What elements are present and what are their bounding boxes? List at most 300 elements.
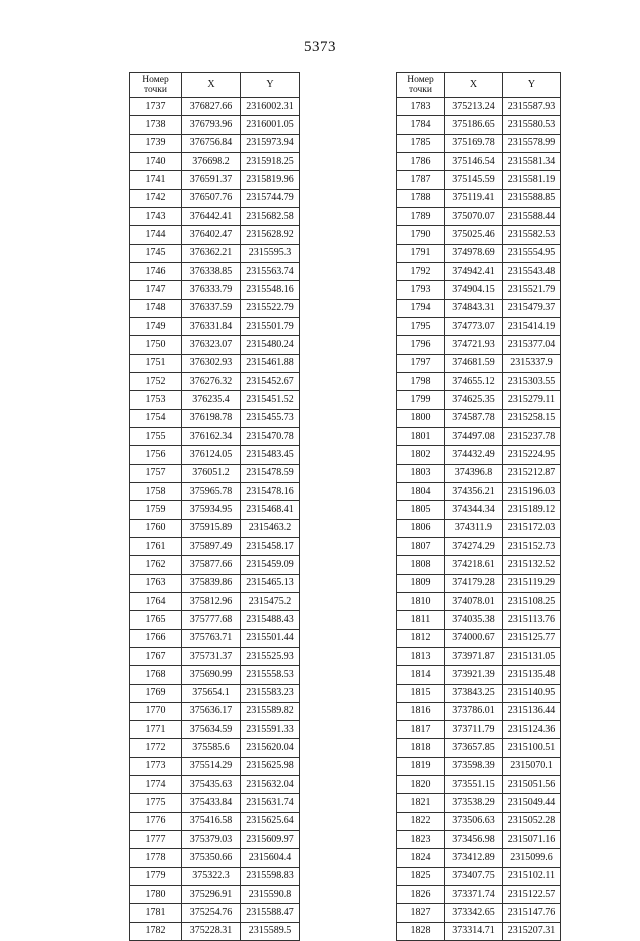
y-coordinate-cell: 2315628.92 [241, 226, 300, 244]
x-coordinate-cell: 373971.87 [445, 647, 503, 665]
x-coordinate-cell: 374655.12 [445, 372, 503, 390]
y-coordinate-cell: 2315102.11 [503, 867, 561, 885]
x-coordinate-cell: 375877.66 [182, 556, 241, 574]
header-point-number-line1: Номер [407, 75, 434, 85]
x-coordinate-cell: 376698.2 [182, 152, 241, 170]
table-row [130, 574, 300, 592]
point-number-cell: 1822 [397, 812, 445, 830]
point-number-cell: 1751 [130, 354, 182, 372]
table-row [397, 574, 561, 592]
table-row [130, 886, 300, 904]
point-number-cell: 1800 [397, 409, 445, 427]
x-coordinate-cell: 374356.21 [445, 482, 503, 500]
table-row [397, 886, 561, 904]
table-row [130, 849, 300, 867]
header-y: Y [241, 73, 300, 98]
y-coordinate-cell: 2315119.29 [503, 574, 561, 592]
header-point-number-line2: точки [408, 85, 432, 95]
x-coordinate-cell: 376402.47 [182, 226, 241, 244]
x-coordinate-cell: 375186.65 [445, 116, 503, 134]
table-row [397, 867, 561, 885]
point-number-cell: 1745 [130, 244, 182, 262]
x-coordinate-cell: 375379.03 [182, 831, 241, 849]
point-number-cell: 1764 [130, 592, 182, 610]
point-number-cell: 1739 [130, 134, 182, 152]
x-coordinate-cell: 374942.41 [445, 262, 503, 280]
y-coordinate-cell: 2315468.41 [241, 501, 300, 519]
y-coordinate-cell: 2315122.57 [503, 886, 561, 904]
point-number-cell: 1743 [130, 207, 182, 225]
y-coordinate-cell: 2315543.48 [503, 262, 561, 280]
point-number-cell: 1793 [397, 281, 445, 299]
table-row [397, 537, 561, 555]
table-row [397, 812, 561, 830]
y-coordinate-cell: 2315461.88 [241, 354, 300, 372]
y-coordinate-cell: 2315152.73 [503, 537, 561, 555]
y-coordinate-cell: 2315455.73 [241, 409, 300, 427]
x-coordinate-cell: 375777.68 [182, 611, 241, 629]
table-row [130, 171, 300, 189]
y-coordinate-cell: 2315548.16 [241, 281, 300, 299]
x-coordinate-cell: 374904.15 [445, 281, 503, 299]
point-number-cell: 1756 [130, 446, 182, 464]
point-number-cell: 1787 [397, 171, 445, 189]
header-point-number-line1: Номер [142, 75, 169, 85]
point-number-cell: 1795 [397, 317, 445, 335]
x-coordinate-cell: 374773.07 [445, 317, 503, 335]
y-coordinate-cell: 2315051.56 [503, 776, 561, 794]
x-coordinate-cell: 375897.49 [182, 537, 241, 555]
point-number-cell: 1826 [397, 886, 445, 904]
point-number-cell: 1770 [130, 702, 182, 720]
point-number-cell: 1757 [130, 464, 182, 482]
y-coordinate-cell: 2315591.33 [241, 721, 300, 739]
y-coordinate-cell: 2315475.2 [241, 592, 300, 610]
table-row [397, 776, 561, 794]
table-row [130, 317, 300, 335]
y-coordinate-cell: 2315224.95 [503, 446, 561, 464]
x-coordinate-cell: 374000.67 [445, 629, 503, 647]
y-coordinate-cell: 2315589.5 [241, 922, 300, 940]
y-coordinate-cell: 2315470.78 [241, 427, 300, 445]
x-coordinate-cell: 374721.93 [445, 336, 503, 354]
table-row [397, 592, 561, 610]
y-coordinate-cell: 2315525.93 [241, 647, 300, 665]
table-row [397, 281, 561, 299]
x-coordinate-cell: 375350.66 [182, 849, 241, 867]
y-coordinate-cell: 2315100.51 [503, 739, 561, 757]
table-row [130, 776, 300, 794]
x-coordinate-cell: 376591.37 [182, 171, 241, 189]
table-row [397, 629, 561, 647]
x-coordinate-cell: 375634.59 [182, 721, 241, 739]
y-coordinate-cell: 2315631.74 [241, 794, 300, 812]
y-coordinate-cell: 2315558.53 [241, 666, 300, 684]
point-number-cell: 1819 [397, 757, 445, 775]
y-coordinate-cell: 2315136.44 [503, 702, 561, 720]
point-number-cell: 1823 [397, 831, 445, 849]
y-coordinate-cell: 2315620.04 [241, 739, 300, 757]
point-number-cell: 1798 [397, 372, 445, 390]
point-number-cell: 1786 [397, 152, 445, 170]
table-header-row [130, 73, 300, 98]
point-number-cell: 1759 [130, 501, 182, 519]
table-row [397, 482, 561, 500]
y-coordinate-cell: 2315452.67 [241, 372, 300, 390]
y-coordinate-cell: 2315580.53 [503, 116, 561, 134]
table-row [130, 556, 300, 574]
table-row [130, 244, 300, 262]
header-y: Y [503, 73, 561, 98]
y-coordinate-cell: 2315918.25 [241, 152, 300, 170]
header-point-number [397, 73, 445, 98]
table-row [130, 702, 300, 720]
table-row [397, 134, 561, 152]
x-coordinate-cell: 375254.76 [182, 904, 241, 922]
point-number-cell: 1760 [130, 519, 182, 537]
point-number-cell: 1802 [397, 446, 445, 464]
y-coordinate-cell: 2315588.44 [503, 207, 561, 225]
point-number-cell: 1789 [397, 207, 445, 225]
x-coordinate-cell: 373506.63 [445, 812, 503, 830]
table-row [397, 684, 561, 702]
table-row [397, 317, 561, 335]
table-row [130, 299, 300, 317]
table-row [397, 739, 561, 757]
x-coordinate-cell: 375585.6 [182, 739, 241, 757]
x-coordinate-cell: 375228.31 [182, 922, 241, 940]
table-row [130, 482, 300, 500]
coordinates-table-left [129, 72, 300, 941]
table-row [397, 262, 561, 280]
table-row [130, 904, 300, 922]
table-row [397, 244, 561, 262]
table-row [397, 501, 561, 519]
y-coordinate-cell: 2315140.95 [503, 684, 561, 702]
y-coordinate-cell: 2315973.94 [241, 134, 300, 152]
y-coordinate-cell: 2315501.44 [241, 629, 300, 647]
table-row [130, 666, 300, 684]
y-coordinate-cell: 2315196.03 [503, 482, 561, 500]
y-coordinate-cell: 2315108.25 [503, 592, 561, 610]
header-point-number [130, 73, 182, 98]
x-coordinate-cell: 374978.69 [445, 244, 503, 262]
x-coordinate-cell: 375965.78 [182, 482, 241, 500]
point-number-cell: 1771 [130, 721, 182, 739]
table-row [130, 721, 300, 739]
table-row [397, 207, 561, 225]
y-coordinate-cell: 2315625.64 [241, 812, 300, 830]
x-coordinate-cell: 375416.58 [182, 812, 241, 830]
x-coordinate-cell: 375433.84 [182, 794, 241, 812]
point-number-cell: 1813 [397, 647, 445, 665]
y-coordinate-cell: 2315521.79 [503, 281, 561, 299]
point-number-cell: 1776 [130, 812, 182, 830]
x-coordinate-cell: 375025.46 [445, 226, 503, 244]
point-number-cell: 1804 [397, 482, 445, 500]
table-row [397, 794, 561, 812]
x-coordinate-cell: 374078.01 [445, 592, 503, 610]
table-row [130, 794, 300, 812]
table-row [397, 372, 561, 390]
point-number-cell: 1810 [397, 592, 445, 610]
x-coordinate-cell: 374681.59 [445, 354, 503, 372]
x-coordinate-cell: 375934.95 [182, 501, 241, 519]
y-coordinate-cell: 2315478.59 [241, 464, 300, 482]
x-coordinate-cell: 375145.59 [445, 171, 503, 189]
x-coordinate-cell: 376827.66 [182, 98, 241, 116]
table-row [130, 281, 300, 299]
table-row [130, 391, 300, 409]
table-row [397, 702, 561, 720]
table-row [130, 98, 300, 116]
point-number-cell: 1794 [397, 299, 445, 317]
y-coordinate-cell: 2315279.11 [503, 391, 561, 409]
y-coordinate-cell: 2315587.93 [503, 98, 561, 116]
point-number-cell: 1803 [397, 464, 445, 482]
point-number-cell: 1816 [397, 702, 445, 720]
point-number-cell: 1755 [130, 427, 182, 445]
x-coordinate-cell: 374625.35 [445, 391, 503, 409]
table-body-left [130, 98, 300, 941]
y-coordinate-cell: 2315070.1 [503, 757, 561, 775]
x-coordinate-cell: 376235.4 [182, 391, 241, 409]
table-row [130, 116, 300, 134]
table-row [130, 134, 300, 152]
table-row [397, 757, 561, 775]
table-row [130, 519, 300, 537]
point-number-cell: 1746 [130, 262, 182, 280]
y-coordinate-cell: 2315212.87 [503, 464, 561, 482]
point-number-cell: 1812 [397, 629, 445, 647]
point-number-cell: 1817 [397, 721, 445, 739]
y-coordinate-cell: 2315459.09 [241, 556, 300, 574]
point-number-cell: 1779 [130, 867, 182, 885]
point-number-cell: 1737 [130, 98, 182, 116]
point-number-cell: 1818 [397, 739, 445, 757]
y-coordinate-cell: 2315581.34 [503, 152, 561, 170]
table-row [397, 611, 561, 629]
y-coordinate-cell: 2315578.99 [503, 134, 561, 152]
table-row [130, 867, 300, 885]
header-point-number-line2: точки [143, 85, 167, 95]
point-number-cell: 1780 [130, 886, 182, 904]
table-row [397, 427, 561, 445]
point-number-cell: 1791 [397, 244, 445, 262]
table-row [130, 647, 300, 665]
table-row [130, 226, 300, 244]
table-row [130, 739, 300, 757]
point-number-cell: 1827 [397, 904, 445, 922]
x-coordinate-cell: 376302.93 [182, 354, 241, 372]
point-number-cell: 1785 [397, 134, 445, 152]
point-number-cell: 1753 [130, 391, 182, 409]
point-number-cell: 1747 [130, 281, 182, 299]
x-coordinate-cell: 376337.59 [182, 299, 241, 317]
table-row [397, 904, 561, 922]
x-coordinate-cell: 374843.31 [445, 299, 503, 317]
x-coordinate-cell: 375514.29 [182, 757, 241, 775]
table-row [397, 409, 561, 427]
table-row [130, 684, 300, 702]
table-row [130, 262, 300, 280]
y-coordinate-cell: 2315132.52 [503, 556, 561, 574]
table-row [130, 831, 300, 849]
y-coordinate-cell: 2315303.55 [503, 372, 561, 390]
x-coordinate-cell: 376793.96 [182, 116, 241, 134]
point-number-cell: 1769 [130, 684, 182, 702]
point-number-cell: 1808 [397, 556, 445, 574]
x-coordinate-cell: 373412.89 [445, 849, 503, 867]
y-coordinate-cell: 2315480.24 [241, 336, 300, 354]
x-coordinate-cell: 373342.65 [445, 904, 503, 922]
x-coordinate-cell: 375839.86 [182, 574, 241, 592]
point-number-cell: 1749 [130, 317, 182, 335]
point-number-cell: 1805 [397, 501, 445, 519]
x-coordinate-cell: 375731.37 [182, 647, 241, 665]
point-number-cell: 1772 [130, 739, 182, 757]
x-coordinate-cell: 375763.71 [182, 629, 241, 647]
point-number-cell: 1738 [130, 116, 182, 134]
x-coordinate-cell: 373843.25 [445, 684, 503, 702]
y-coordinate-cell: 2315483.45 [241, 446, 300, 464]
y-coordinate-cell: 2315478.16 [241, 482, 300, 500]
point-number-cell: 1748 [130, 299, 182, 317]
table-row [130, 922, 300, 940]
point-number-cell: 1781 [130, 904, 182, 922]
table-header-row [397, 73, 561, 98]
table-row [397, 152, 561, 170]
x-coordinate-cell: 373786.01 [445, 702, 503, 720]
table-row [397, 647, 561, 665]
x-coordinate-cell: 375169.78 [445, 134, 503, 152]
table-row [130, 446, 300, 464]
y-coordinate-cell: 2315682.58 [241, 207, 300, 225]
point-number-cell: 1811 [397, 611, 445, 629]
table-row [397, 831, 561, 849]
y-coordinate-cell: 2315589.82 [241, 702, 300, 720]
table-row [130, 611, 300, 629]
y-coordinate-cell: 2315131.05 [503, 647, 561, 665]
x-coordinate-cell: 375812.96 [182, 592, 241, 610]
y-coordinate-cell: 2315583.23 [241, 684, 300, 702]
point-number-cell: 1820 [397, 776, 445, 794]
point-number-cell: 1762 [130, 556, 182, 574]
point-number-cell: 1828 [397, 922, 445, 940]
y-coordinate-cell: 2315049.44 [503, 794, 561, 812]
table-row [397, 116, 561, 134]
x-coordinate-cell: 373657.85 [445, 739, 503, 757]
x-coordinate-cell: 373711.79 [445, 721, 503, 739]
table-body-right [397, 98, 561, 941]
x-coordinate-cell: 374274.29 [445, 537, 503, 555]
table-row [397, 299, 561, 317]
y-coordinate-cell: 2315124.36 [503, 721, 561, 739]
point-number-cell: 1767 [130, 647, 182, 665]
y-coordinate-cell: 2315588.47 [241, 904, 300, 922]
table-row [397, 556, 561, 574]
point-number-cell: 1814 [397, 666, 445, 684]
x-coordinate-cell: 376507.76 [182, 189, 241, 207]
y-coordinate-cell: 2315488.43 [241, 611, 300, 629]
table-row [130, 629, 300, 647]
x-coordinate-cell: 376338.85 [182, 262, 241, 280]
x-coordinate-cell: 375654.1 [182, 684, 241, 702]
x-coordinate-cell: 374587.78 [445, 409, 503, 427]
table-row [397, 354, 561, 372]
y-coordinate-cell: 2315744.79 [241, 189, 300, 207]
y-coordinate-cell: 2315522.79 [241, 299, 300, 317]
table-row [397, 849, 561, 867]
coordinates-table-right [396, 72, 561, 941]
x-coordinate-cell: 373598.39 [445, 757, 503, 775]
table-row [397, 391, 561, 409]
point-number-cell: 1750 [130, 336, 182, 354]
table-row [130, 336, 300, 354]
table-row [397, 519, 561, 537]
table-row [397, 721, 561, 739]
y-coordinate-cell: 2315451.52 [241, 391, 300, 409]
x-coordinate-cell: 375322.3 [182, 867, 241, 885]
point-number-cell: 1773 [130, 757, 182, 775]
table-row [130, 354, 300, 372]
y-coordinate-cell: 2316001.05 [241, 116, 300, 134]
x-coordinate-cell: 374218.61 [445, 556, 503, 574]
table-row [397, 98, 561, 116]
x-coordinate-cell: 375435.63 [182, 776, 241, 794]
x-coordinate-cell: 375213.24 [445, 98, 503, 116]
point-number-cell: 1754 [130, 409, 182, 427]
table-row [397, 446, 561, 464]
x-coordinate-cell: 375636.17 [182, 702, 241, 720]
x-coordinate-cell: 374396.8 [445, 464, 503, 482]
point-number-cell: 1801 [397, 427, 445, 445]
point-number-cell: 1775 [130, 794, 182, 812]
point-number-cell: 1796 [397, 336, 445, 354]
y-coordinate-cell: 2315632.04 [241, 776, 300, 794]
x-coordinate-cell: 373921.39 [445, 666, 503, 684]
y-coordinate-cell: 2315207.31 [503, 922, 561, 940]
x-coordinate-cell: 374311.9 [445, 519, 503, 537]
point-number-cell: 1768 [130, 666, 182, 684]
y-coordinate-cell: 2315465.13 [241, 574, 300, 592]
x-coordinate-cell: 373551.15 [445, 776, 503, 794]
x-coordinate-cell: 373314.71 [445, 922, 503, 940]
point-number-cell: 1777 [130, 831, 182, 849]
y-coordinate-cell: 2315189.12 [503, 501, 561, 519]
point-number-cell: 1825 [397, 867, 445, 885]
y-coordinate-cell: 2316002.31 [241, 98, 300, 116]
table-row [130, 409, 300, 427]
x-coordinate-cell: 376276.32 [182, 372, 241, 390]
table-row [130, 207, 300, 225]
point-number-cell: 1741 [130, 171, 182, 189]
table-row [130, 152, 300, 170]
y-coordinate-cell: 2315479.37 [503, 299, 561, 317]
table-row [130, 592, 300, 610]
header-x: X [182, 73, 241, 98]
point-number-cell: 1752 [130, 372, 182, 390]
x-coordinate-cell: 375915.89 [182, 519, 241, 537]
y-coordinate-cell: 2315625.98 [241, 757, 300, 775]
x-coordinate-cell: 376198.78 [182, 409, 241, 427]
point-number-cell: 1783 [397, 98, 445, 116]
table-row [397, 464, 561, 482]
x-coordinate-cell: 376162.34 [182, 427, 241, 445]
point-number-cell: 1797 [397, 354, 445, 372]
y-coordinate-cell: 2315113.76 [503, 611, 561, 629]
y-coordinate-cell: 2315377.04 [503, 336, 561, 354]
